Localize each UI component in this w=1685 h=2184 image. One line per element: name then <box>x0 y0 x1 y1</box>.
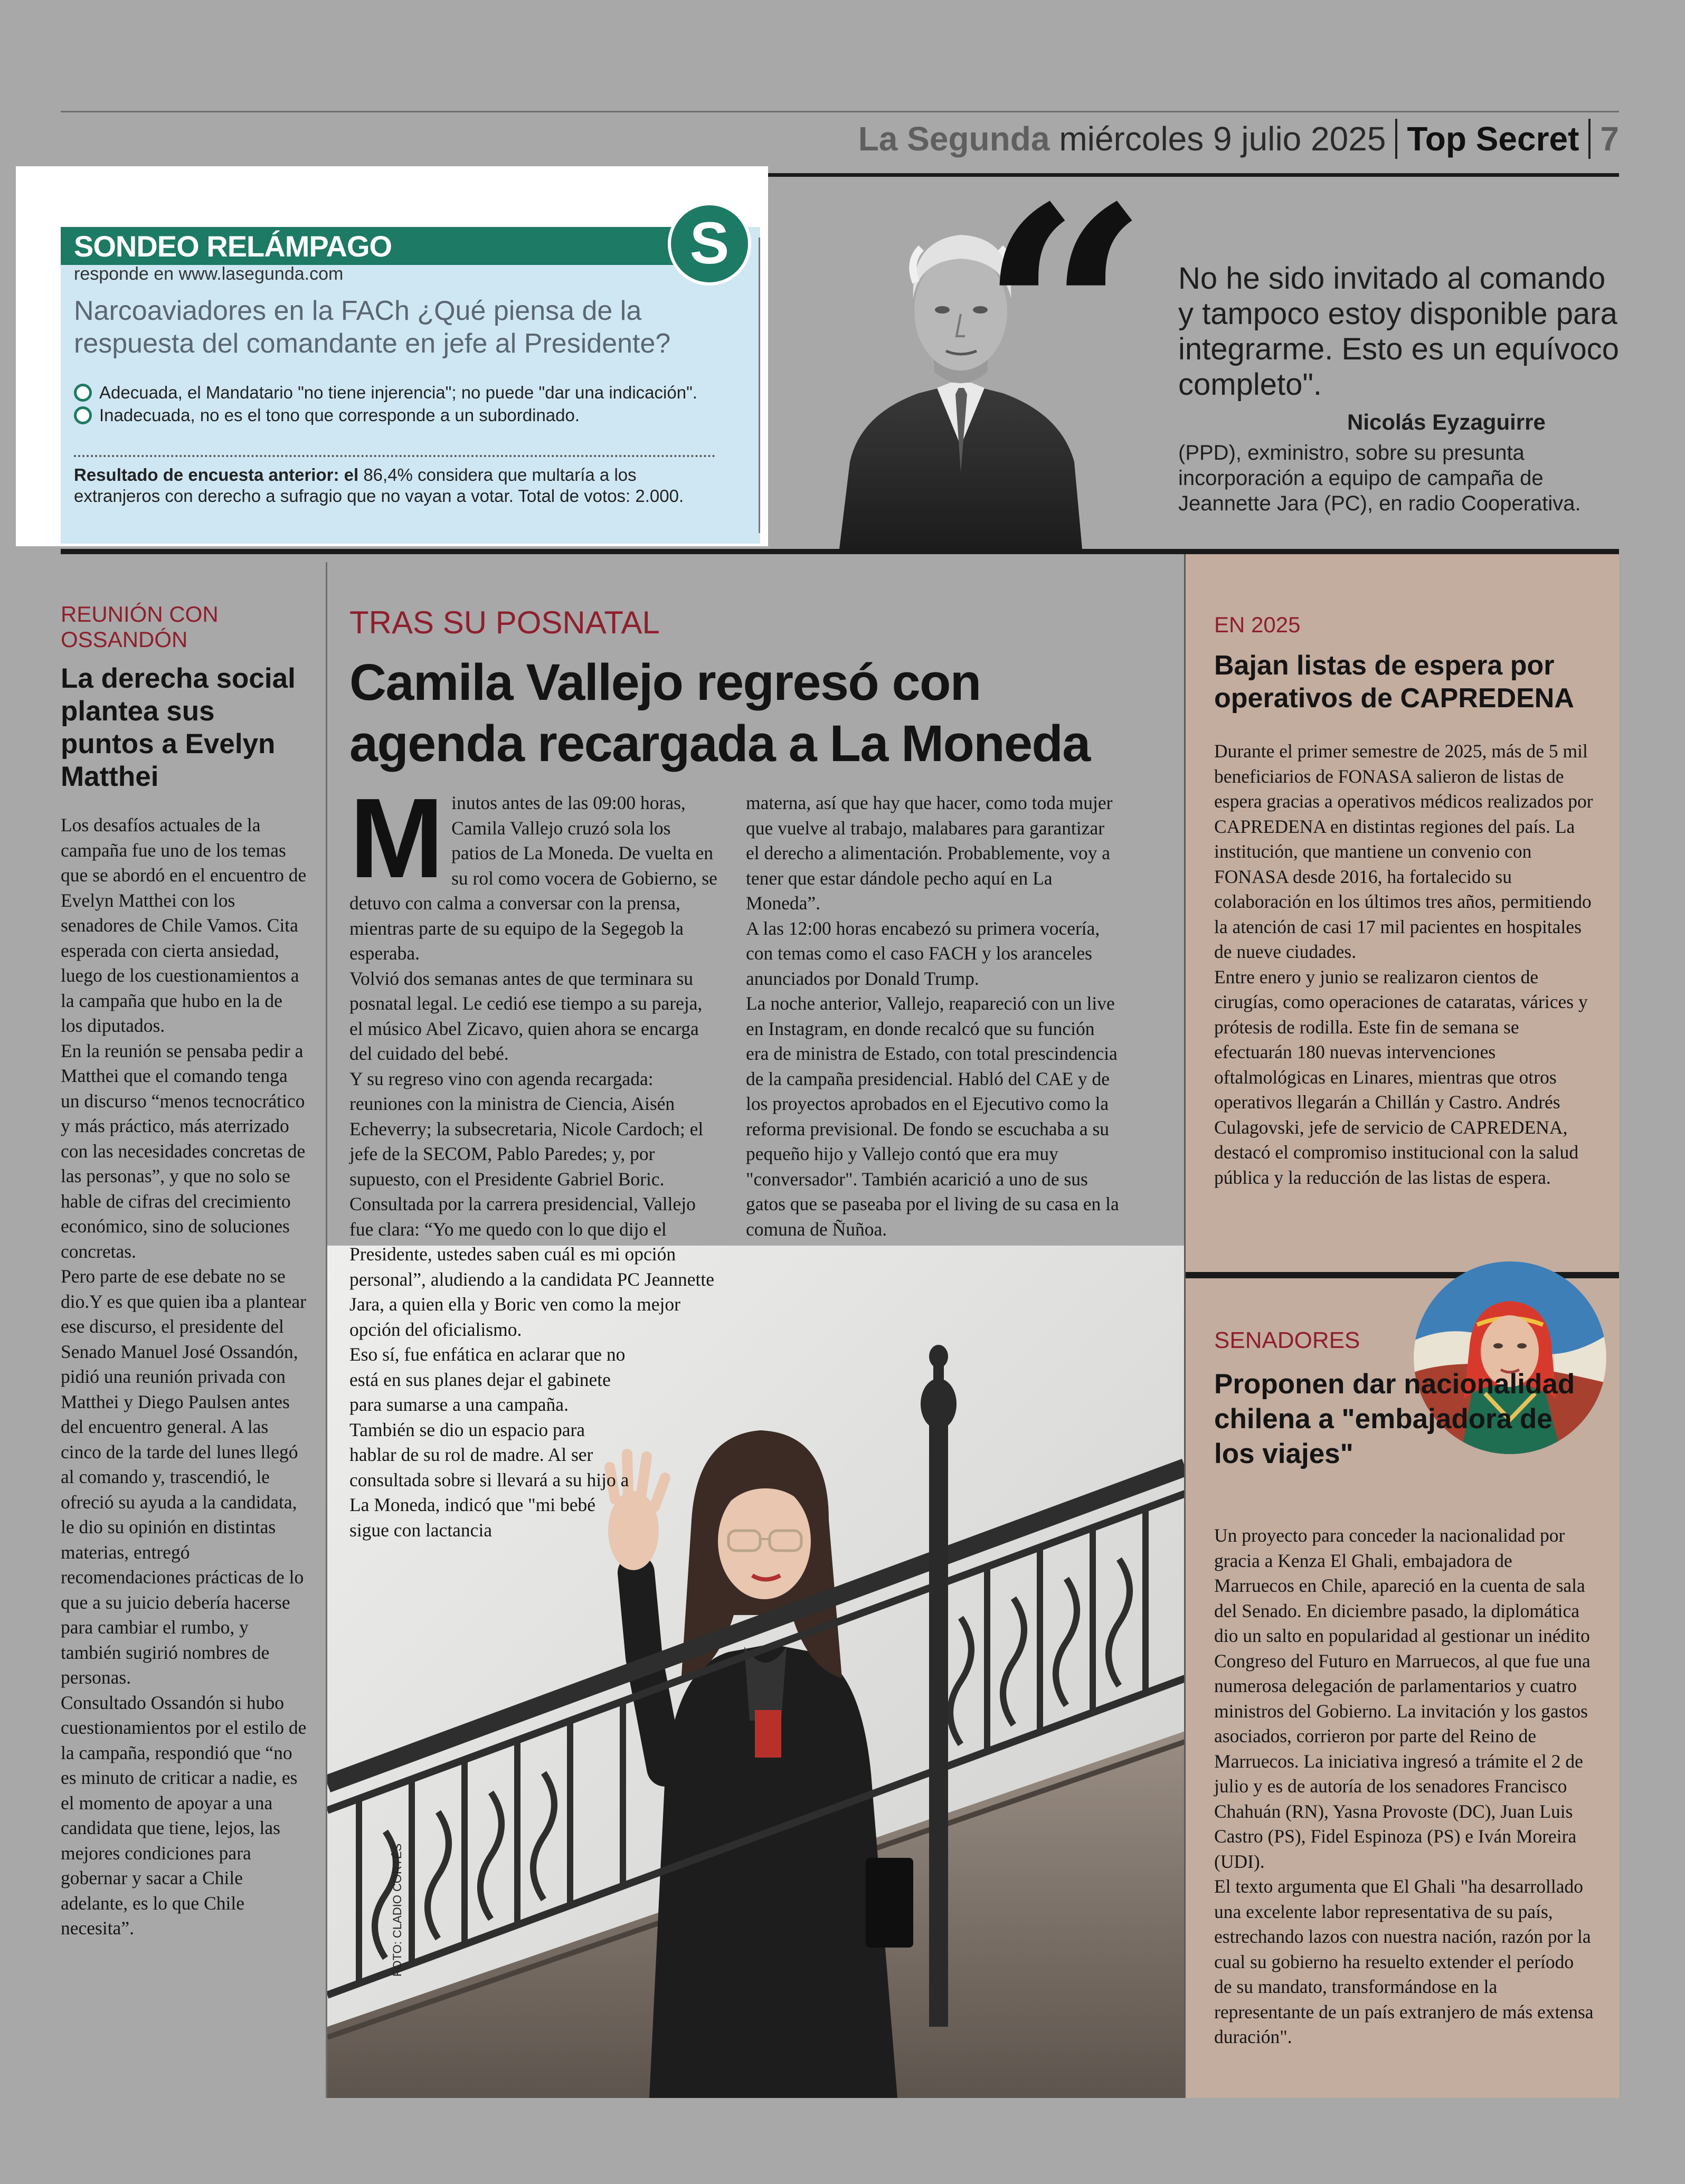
poll-option-label: Inadecuada, no es el tono que corresponde a un subordinado. <box>99 405 580 425</box>
poll-divider <box>74 455 715 457</box>
main-article-column-2 <box>746 791 1121 1242</box>
capredena-body <box>1214 739 1594 1190</box>
section-name: Top Secret <box>1407 120 1579 158</box>
paragraph: Consultada por la carrera presidencial, Vallejo fue clara: “Yo me quedo con lo que dijo el Presidente, ustedes saben cuál es mi opción personal”, aludiendo a la candidata PC Jeannette Jara, a quien ella y Boric ven como la mejor opción del oficialismo. <box>349 1193 715 1340</box>
poll-title: SONDEO RELÁMPAGO <box>74 230 392 263</box>
paragraph: Consultado Ossandón si hubo cuestionamientos por el estilo de la campaña, respondió que “no es minuto de criticar a nadie, es el momento de apoyar a una candidata que tiene, lejos, las mejores condiciones para gobernar y sacar a Chile adelante, es lo que Chile necesita”. <box>61 1692 307 1939</box>
photo-credit: FOTO: CLADIO CORTÉS <box>391 1843 404 1977</box>
poll-option-label: Adecuada, el Mandatario "no tiene injerencia"; no puede "dar una indicación". <box>99 383 697 402</box>
paragraph: Volvió dos semanas antes de que terminara su posnatal legal. Le cedió ese tiempo a su pareja, el músico Abel Zicavo, quien ahora se encarga del cuidado del bebé. <box>349 967 703 1064</box>
newspaper-brand: La Segunda <box>858 120 1050 158</box>
left-article-body <box>61 813 309 1941</box>
senadores-body <box>1214 1523 1594 2050</box>
poll-result-label: Resultado de encuesta anterior: el <box>74 465 359 485</box>
quote-body: No he sido invitado al comando y tampoco estoy disponible para integrarme. Esto es un equívoco completo". <box>1178 261 1620 402</box>
radio-icon[interactable] <box>74 384 92 402</box>
paragraph: En la reunión se pensaba pedir a Matthei que el comando tenga un discurso “menos tecnocrático y más práctico, más aterrizado con las necesidades concretas de las personas”, y que no solo se hable de cifras del crecimiento económico, sino de soluciones concretas. <box>61 1040 306 1262</box>
quote-author-description: (PPD), exministro, sobre su presunta incorporación a equipo de campaña de Jeannette Jara (PC), en radio Cooperativa. <box>1178 441 1581 515</box>
paragraph: Entre enero y junio se realizaron cientos de cirugías, como operaciones de cataratas, várices y prótesis de rodilla. Este fin de semana se efectuarán 180 nuevas intervenciones oftalmológicas en Linares, mientras que otros operativos llegarán a Chillán y Castro. Andrés Culagovski, jefe de servicio de CAPREDENA, destacó el compromiso institucional con la salud pública y la reducción de las listas de espera. <box>1214 966 1588 1188</box>
drop-cap: M <box>349 774 444 901</box>
paragraph: El texto argumenta que El Ghali "ha desarrollado una excelente labor representativa de su país, estrechando lazos con nuestra nación, razón por la cual su gobierno ha resuelto extender el período de su mandato, transformándose en la representante de un país extranjero de más extensa duración". <box>1214 1876 1594 2047</box>
radio-icon[interactable] <box>74 406 92 424</box>
paragraph: inutos antes de las 09:00 horas, Camila Vallejo cruzó sola los patios de La Moneda. De vuelta en su rol como vocera de Gobierno, se detuvo con calma a conversar con la prensa, mientras parte de su equipo de la Segegob la esperaba. <box>349 792 717 964</box>
capredena-title: Bajan listas de espera por operativos de CAPREDENA <box>1214 650 1574 714</box>
quote-author: Nicolás Eyzaguirre <box>1347 410 1546 434</box>
senadores-title <box>1214 1367 1594 1471</box>
column-rule <box>1184 554 1186 2098</box>
paragraph: Los desafíos actuales de la campaña fue uno de los temas que se abordó en el encuentro de Evelyn Matthei con los senadores de Chile Vamos. Cita esperada con cierta ansiedad, luego de los cuestionamientos a la campaña que hubo en la de los diputados. <box>61 814 307 1036</box>
left-article-kicker: REUNIÓN CON OSSANDÓN <box>61 602 219 652</box>
poll-question: Narcoaviadores en la FACh ¿Qué piensa de la respuesta del comandante en jefe al Presidente? <box>74 296 671 359</box>
paragraph: materna, así que hay que hacer, como toda mujer que vuelve al trabajo, malabares para garantizar el derecho a alimentación. Probablemente, voy a tener que estar dándole pecho aquí en La Moneda”. <box>746 792 1113 914</box>
main-article-kicker: TRAS SU POSNATAL <box>349 605 660 640</box>
top-rule <box>61 111 1619 112</box>
main-article-column-1 <box>349 774 719 1543</box>
paragraph: Durante el primer semestre de 2025, más de 5 mil beneficiarios de FONASA salieron de listas de espera gracias a operativos médicos realizados por CAPREDENA en distintas regiones del país. La institución, que mantiene un convenio con FONASA desde 2016, ha fortalecido su colaboración en los últimos tres años, permitiendo la atención de casi 17 mil pacientes en hospitales de nueve ciudades. <box>1214 740 1593 962</box>
senadores-title-text: Proponen dar nacionalidad chilena a "embajadora de los viajes" <box>1214 1369 1575 1469</box>
poll-subtitle[interactable]: responde en www.lasegunda.com <box>74 264 344 284</box>
paragraph: También se dio un espacio para hablar de su rol de madre. Al ser consultada sobre si llevará a su hijo a La Moneda, indicó que "mi bebé sigue con lactancia <box>349 1419 629 1541</box>
poll-result <box>74 464 723 507</box>
issue-date: miércoles 9 julio 2025 <box>1059 120 1386 158</box>
paragraph: Eso sí, fue enfática en aclarar que no está en sus planes dejar el gabinete para sumarse a una campaña. <box>349 1344 626 1415</box>
masthead-divider <box>1588 119 1591 159</box>
poll-side-rule <box>759 238 760 533</box>
paragraph: Un proyecto para conceder la nacionalidad por gracia a Kenza El Ghali, embajadora de Marruecos en Chile, apareció en la cuenta de sala del Senado. En diciembre pasado, la diplomática dio un salto en popularidad al gestionar un inédito Congreso del Futuro en Marruecos, al que fue una numerosa delegación de parlamentarios y cuatro ministros del Gobierno. La invitación y los gastos asociados, corrieron por parte del Reino de Marruecos. La iniciativa ingresó a trámite el 2 de julio y es de autoría de los senadores Francisco Chahuán (RN), Yasna Provoste (DC), Juan Luis Castro (PS), Fidel Espinoza (PS) e Iván Moreira (UDI). <box>1214 1525 1591 1872</box>
capredena-kicker: EN 2025 <box>1214 612 1301 637</box>
masthead-divider <box>1395 119 1397 159</box>
page-number: 7 <box>1600 120 1619 158</box>
section-rule <box>61 549 1619 554</box>
quote-mark-icon: “ <box>979 143 1150 490</box>
senadores-kicker: SENADORES <box>1214 1327 1360 1353</box>
paragraph: Pero parte de ese debate no se dio.Y es que quien iba a plantear ese discurso, el presidente del Senado Manuel José Ossandón, pidió una reunión privada con Matthei y Diego Paulsen antes del encuentro general. A las cinco de la tarde del lunes llegó al comando y, trascendió, le ofreció su ayuda a la candidata, le dio su opinión en distintas materias, entregó recomendaciones prácticas de lo que a su juicio debería hacerse para cambiar el rumbo, y también sugirió nombres de personas. <box>61 1266 306 1688</box>
left-article-title: La derecha social plantea sus puntos a Evelyn Matthei <box>61 663 296 792</box>
poll-result-text: 86,4% considera que multaría a los extranjeros con derecho a sufragio que no vayan a votar. Total de votos: 2.000. <box>74 465 684 506</box>
poll-option[interactable] <box>74 405 580 425</box>
poll-badge-icon: S <box>668 202 751 286</box>
quote-attribution <box>1178 410 1622 516</box>
masthead <box>858 115 1619 163</box>
paragraph: Y su regreso vino con agenda recargada: reuniones con la ministra de Ciencia, Aisén Echeverry; la subsecretaria, Nicole Cardoch; el jefe de la SECOM, Pablo Paredes; y, por supuesto, con el Presidente Gabriel Boric. <box>349 1068 704 1190</box>
paragraph: A las 12:00 horas encabezó su primera vocería, con temas como el caso FACH y los aranceles anunciados por Donald Trump. <box>746 917 1100 989</box>
paragraph: La noche anterior, Vallejo, reapareció con un live en Instagram, en donde recalcó que su función era de ministra de Estado, con total prescindencia de la campaña presidencial. Habló del CAE y de los proyectos aprobados en el Ejecutivo como la reforma previsional. De fondo se escuchaba a su pequeño hijo y Vallejo contó que era muy "conversador". También acarició a uno de sus gatos que se paseaba por el living de su casa en la comuna de Ñuñoa. <box>746 993 1119 1240</box>
main-article-title: Camila Vallejo regresó con agenda recargada a La Moneda <box>349 653 1090 772</box>
quote-text <box>1178 261 1622 402</box>
poll-option[interactable] <box>74 383 697 403</box>
